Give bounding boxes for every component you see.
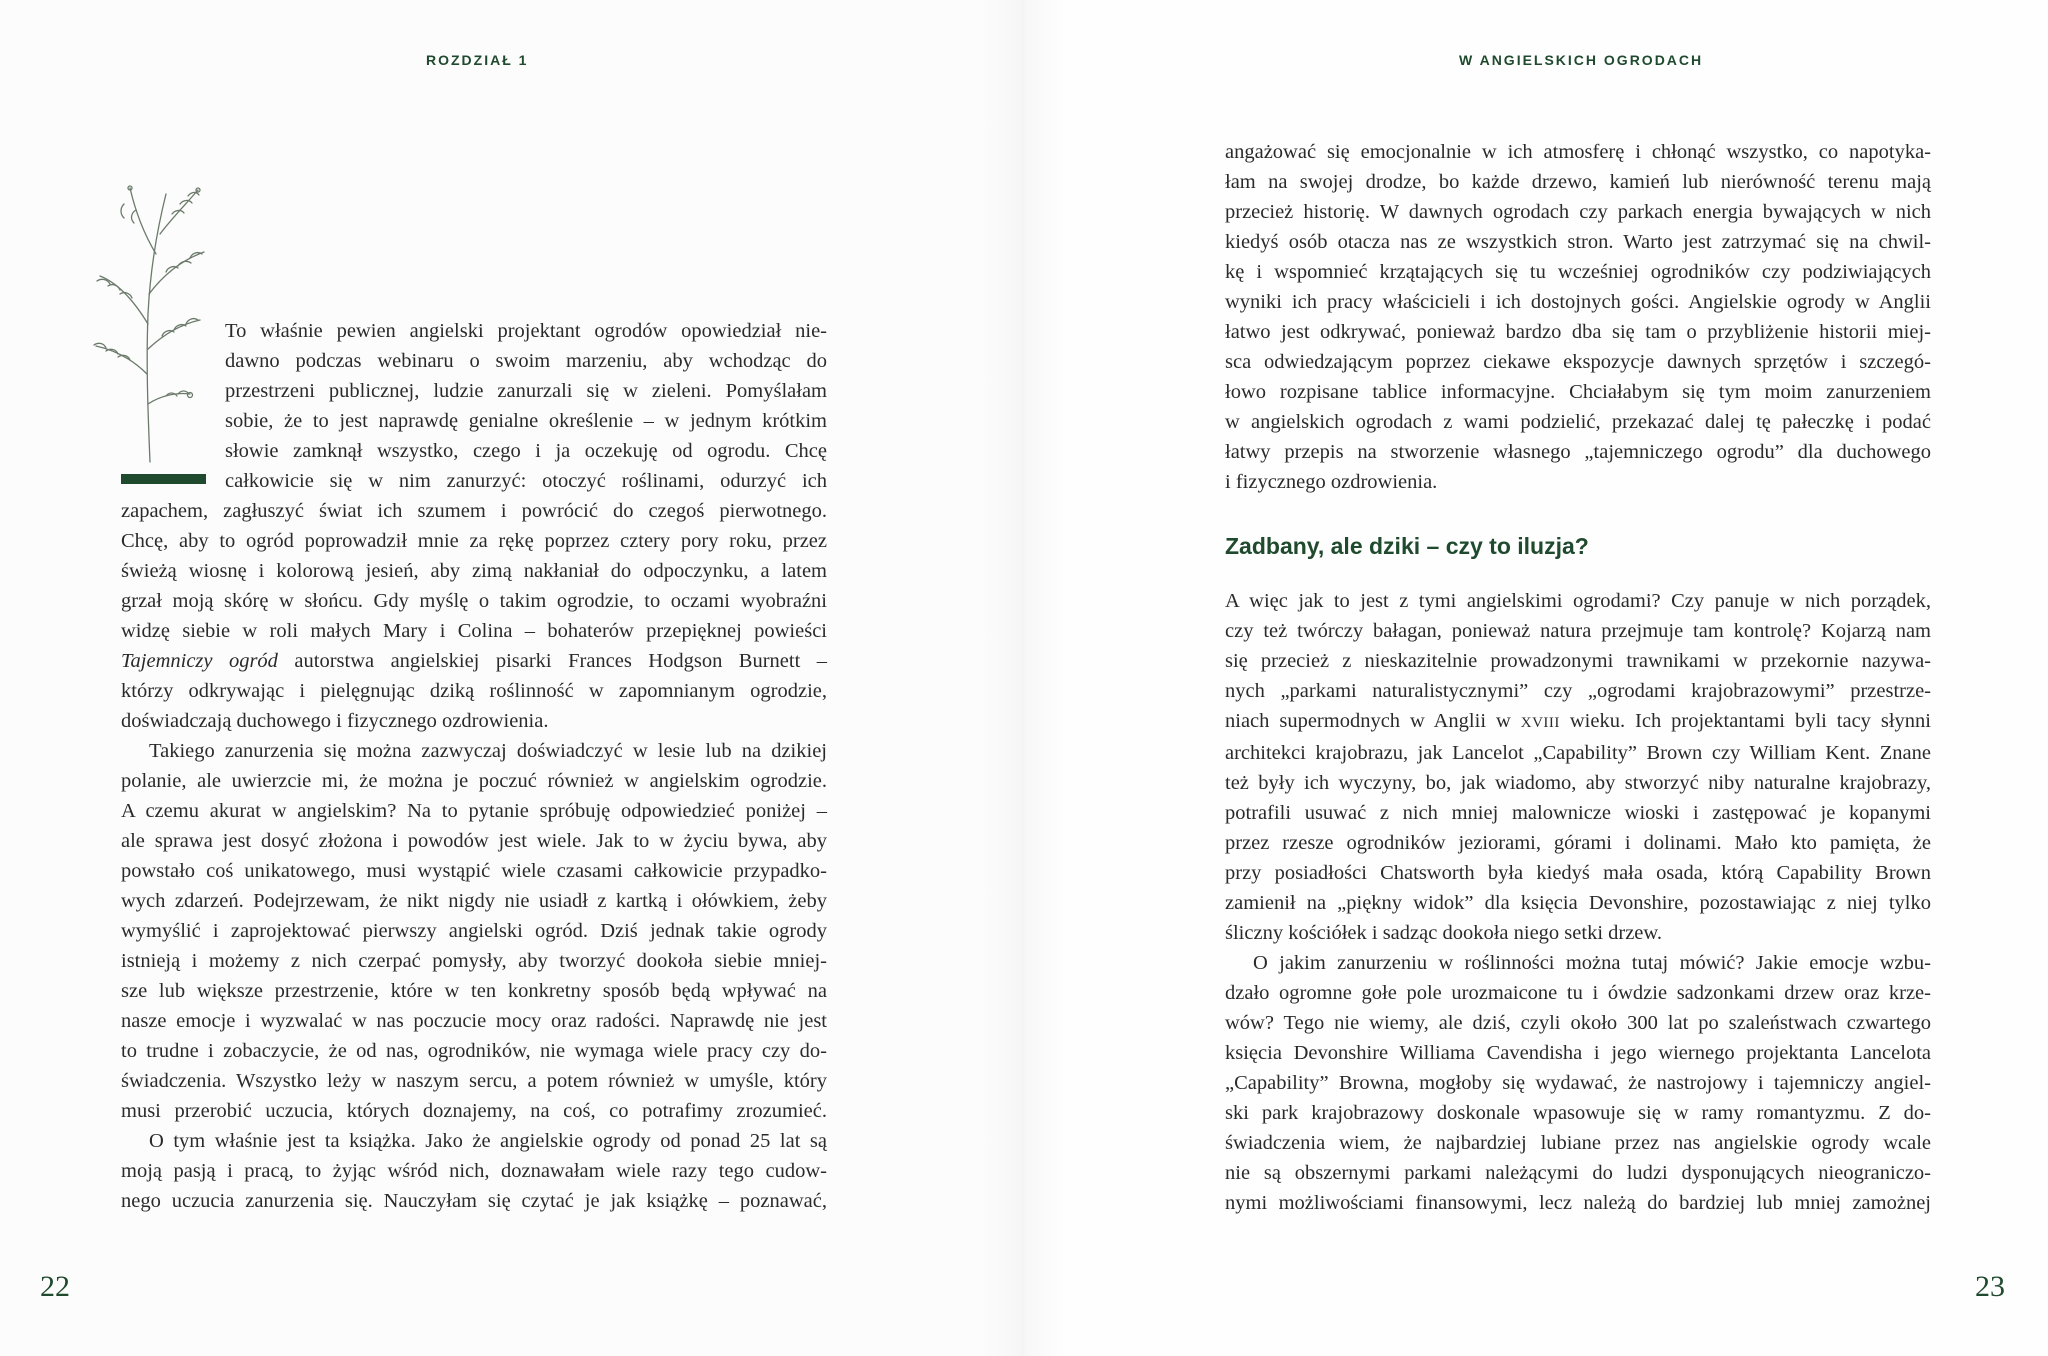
text-line: świadczenia wiem, że najbardziej lubiane przez nas angielskie ogrody wcale [1225,1132,1931,1154]
text-line: sca odwiedzającym poprzez ciekawe ekspozycje dawnych sprzętów i szczegó- [1225,351,1931,373]
text-line: istnieją i możemy z nich czerpać pomysły, aby tworzyć dookoła siebie mniej- [121,950,827,972]
text-line: świadczenia. Wszystko leży w naszym sercu, a potem również w umyśle, który [121,1070,827,1092]
text-line: O tym właśnie jest ta książka. Jako że angielskie ogrody od ponad 25 lat są [149,1130,827,1152]
text-line: wych zdarzeń. Podejrzewam, że nikt nigdy nie usiadł z kartką i ołówkiem, żeby [121,890,827,912]
text-line: sobie, że to jest naprawdę genialne określenie – w jednym krótkim [225,410,827,432]
text-line: słowie zamknął wszystko, czego i ja oczekuję od ogrodu. Chcę [225,440,827,462]
text-line: przy posiadłości Chatsworth była kiedyś mała osada, którą Capability Brown [1225,862,1931,884]
text-line: kiedyś osób otacza nas ze wszystkich stron. Warto jest zatrzymać się na chwil- [1225,231,1931,253]
text-line: nego uczucia zanurzenia się. Nauczyłam się czytać je jak książkę – poznawać, [121,1190,827,1212]
text-line: musi przerobić uczucia, których doznajemy, na coś, co potrafimy zrozumieć. [121,1100,827,1122]
text-line: dawno podczas webinaru o swoim marzeniu, aby wchodząc do [225,350,827,372]
text-line: łowo rozpisane tablice informacyjne. Chciałabym się tym moim zanurzeniem [1225,381,1931,403]
text-line: czy też twórczy bałagan, ponieważ natura przejmuje tam kontrolę? Kojarzą nam [1225,620,1931,642]
text-line: Takiego zanurzenia się można zazwyczaj doświadczyć w lesie lub na dzikiej [149,740,827,762]
text-line: przecież historię. W dawnych ogrodach czy parkach energia bywających w nich [1225,201,1931,223]
text-line: potrafili usuwać z nich mniej malownicze wioski i zastępować je kopanymi [1225,802,1931,824]
text-fragment: autorstwa angielskiej pisarki Frances Hodgson Burnett – [294,650,828,672]
text-line: zamienił na „piękny widok” dla księcia Devonshire, pozostawiając z niej tylko [1225,892,1931,914]
text-line: ale sprawa jest dosyć złożona i powodów jest wiele. Jak to w życiu bywa, aby [121,830,827,852]
right-main-text [1225,586,1931,1218]
text-line: całkowicie się w nim zanurzyć: otoczyć roślinami, odurzyć ich [225,470,827,492]
text-line: moją pasją i pracą, to żyjąc wśród nich, doznawałam wiele razy tego cudow- [121,1160,827,1182]
text-line: śliczny kościółek i sadząc dookoła niego setki drzew. [1225,922,1663,944]
text-line: sze lub większe przestrzenie, które w ten konkretny sposób będą wpływać na [121,980,827,1002]
text-line: łatwo jest odkrywać, ponieważ bardzo dba się tam o przybliżenie historii miej- [1225,321,1931,343]
text-line: angażować się emocjonalnie w ich atmosferę i chłonąć wszystko, co napotyka- [1225,141,1931,163]
text-line: zapachem, zagłuszyć świat ich szumem i powrócić do czegoś pierwotnego. [121,500,827,522]
text-line: wów? Tego nie wiemy, ale dziś, czyli około 300 lat po szaleństwach czwartego [1225,1012,1931,1034]
text-fragment: wieku. Ich projektantami byli tacy słynni [1569,710,1932,732]
text-line: A więc jak to jest z tymi angielskimi ogrodami? Czy panuje w nich porządek, [1225,590,1931,612]
text-line [1225,706,1931,738]
text-line: łam na swojej drodze, bo każde drzewo, kamień lub nierówność terenu mają [1225,171,1931,193]
century-numeral: XVIII [1520,715,1560,731]
text-line: polanie, ale uwierzcie mi, że można je poczuć również w angielskim ogrodzie. [121,770,827,792]
text-line: widzę siebie w roli małych Mary i Colina – bohaterów przepięknej powieści [121,620,827,642]
text-line: w angielskich ogrodach z wami podzielić, przekazać dalej tę pałeczkę i podać [1225,411,1931,433]
fern-sprig-illustration [86,174,216,464]
section-heading: Zadbany, ale dziki – czy to iluzja? [1225,533,1589,559]
text-line: którzy odkrywając i pielęgnując dziką roślinność w zapomnianym ogrodzie, [121,680,827,702]
page-number-left: 22 [40,1270,70,1303]
text-line: nymi możliwościami finansowymi, lecz należą do bardziej lub mniej zamożnej [1225,1192,1931,1214]
text-line: powstało coś unikatowego, musi wystąpić wiele czasami całkowicie przypadko- [121,860,827,882]
text-line: też były ich wyczyny, bo, jak wiadomo, aby stworzyć niby naturalne krajobrazy, [1225,772,1931,794]
right-top-text [1225,137,1931,497]
text-line: nych „parkami naturalistycznymi” czy „ogrodami krajobrazowymi” przestrze- [1225,680,1931,702]
text-line: wymyślić i zaprojektować pierwszy angielski ogród. Dziś jednak takie ogrody [121,920,827,942]
text-line: księcia Devonshire Williama Cavendisha i jego wiernego projektanta Lancelota [1225,1042,1931,1064]
text-line [121,646,827,676]
text-line: to trudne i zobaczycie, że od nas, ogrodników, nie wymaga wiele pracy czy do- [121,1040,827,1062]
text-line: ski park krajobrazowy doskonale wpasowuje się w ramy romantyzmu. Z do- [1225,1102,1931,1124]
text-line: O jakim zanurzeniu w roślinności można tutaj mówić? Jakie emocje wzbu- [1253,952,1931,974]
text-line: świeżą wiosnę i kolorową jesień, aby zimą nakłaniał do odpoczynku, a latem [121,560,827,582]
text-line: się przecież z nieskazitelnie prowadzonymi trawnikami w przekornie nazywa- [1225,650,1931,672]
running-head-right: W ANGIELSKICH OGRODACH [1459,52,1704,68]
text-line: doświadczają duchowego i fizycznego ozdrowienia. [121,710,549,732]
text-line: To właśnie pewien angielski projektant ogrodów opowiedział nie- [225,320,827,342]
text-line: A czemu akurat w angielskim? Na to pytanie spróbuję odpowiedzieć poniżej – [121,800,827,822]
gutter [980,0,1068,1356]
text-line: przez rzesze ogrodników jeziorami, górami i dolinami. Mało kto pamięta, że [1225,832,1931,854]
text-line: nie są obszernymi parkami należącymi do ludzi dysponujących nieograniczo- [1225,1162,1931,1184]
text-line: wyniki ich pracy właścicieli i ich dostojnych gości. Angielskie ogrody w Anglii [1225,291,1931,313]
text-line: nasze emocje i wyzwalać w nas poczucie mocy oraz radości. Naprawdę nie jest [121,1010,827,1032]
text-line: przestrzeni publicznej, ludzie zanurzali się w zieleni. Pomyślałam [225,380,827,402]
text-line: Chcę, aby to ogród poprowadził mnie za rękę poprzez cztery pory roku, przez [121,530,827,552]
text-fragment: niach supermodnych w Anglii w [1225,710,1511,732]
running-head-left: ROZDZIAŁ 1 [426,52,529,68]
text-line: kę i wspomnieć krzątających się tu wcześniej ogrodników czy podziwiających [1225,261,1931,283]
text-line: „Capability” Browna, mogłoby się wydawać, że nastrojowy i tajemniczy angiel- [1225,1072,1931,1094]
left-intro-text [225,316,827,466]
text-line: dzało ogromne gołe pole urozmaicone tu i ówdzie sadzonkami drzew oraz krze- [1225,982,1931,1004]
left-main-text [121,466,827,1216]
page-number-right: 23 [1975,1270,2005,1303]
text-line: architekci krajobrazu, jak Lancelot „Capability” Brown czy William Kent. Znane [1225,742,1931,764]
book-title: Tajemniczy ogród [121,650,278,672]
text-line: grzał moją skórę w słońcu. Gdy myślę o takim ogrodzie, to oczami wyobraźni [121,590,827,612]
text-line: i fizycznego ozdrowienia. [1225,471,1438,493]
text-line: łatwy przepis na stworzenie własnego „tajemniczego ogrodu” dla duchowego [1225,441,1931,463]
